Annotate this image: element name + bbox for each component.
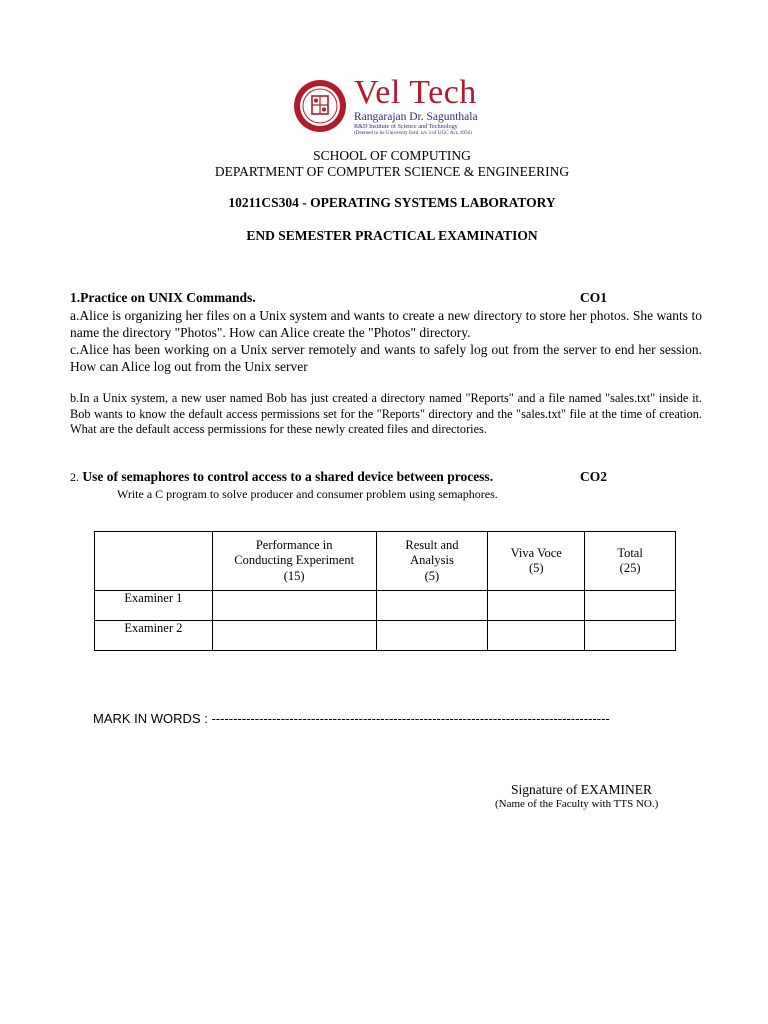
seal-emblem: [292, 78, 348, 134]
header-text: Result and: [405, 537, 459, 552]
header-text: (15): [283, 568, 305, 583]
header-result: [376, 532, 488, 591]
header-text: (5): [528, 561, 544, 575]
course-title: 10211CS304 - OPERATING SYSTEMS LABORATORY: [228, 195, 556, 210]
table-row: [95, 591, 676, 621]
marks-cell: [585, 621, 676, 651]
header-text: Performance in: [255, 537, 333, 552]
header-text: (25): [619, 561, 641, 575]
q2-heading: [70, 469, 493, 485]
institution-logo: [292, 76, 496, 136]
exam-title: END SEMESTER PRACTICAL EXAMINATION: [246, 228, 538, 243]
q1-part-a: a.Alice is organizing her files on a Unix system and wants to create a new directory to store her photos. She wants to name the directory "Photos". How can Alice create the "Photos" directory.: [70, 308, 702, 340]
q1-co: CO1: [580, 290, 607, 305]
marks-cell: [488, 591, 585, 621]
logo-name: Vel Tech: [354, 74, 477, 111]
mark-in-words: MARK IN WORDS : --------------------------------------------------------------------------------------------: [93, 711, 610, 726]
q1-title: 1.Practice on UNIX Commands.: [70, 290, 256, 305]
marks-cell: [585, 591, 676, 621]
header-text: Viva Voce: [510, 545, 562, 560]
q2-title: Use of semaphores to control access to a shared device between process.: [82, 469, 494, 484]
marks-cell: [488, 621, 585, 651]
table-header-row: [95, 532, 676, 591]
header-blank-cell: [95, 532, 213, 591]
logo-line2: R&D Institute of Science and Technology: [354, 123, 458, 130]
header-text: Analysis: [410, 553, 454, 568]
header-total: [585, 532, 676, 591]
header-performance: [212, 532, 376, 591]
marks-cell: [212, 591, 376, 621]
q2-number: 2.: [70, 470, 79, 484]
examiner-label: Examiner 2: [95, 621, 213, 651]
header-text: (5): [424, 568, 440, 583]
school-name: SCHOOL OF COMPUTING: [313, 148, 471, 163]
header-viva: [488, 532, 585, 591]
q1-part-c: c.Alice has been working on a Unix server remotely and wants to safely log out from the server to end her session. How can Alice log out from the Unix server: [70, 342, 702, 374]
marks-cell: [212, 621, 376, 651]
department-name: DEPARTMENT OF COMPUTER SCIENCE & ENGINEERING: [214, 164, 570, 179]
q1-part-b: b.In a Unix system, a new user named Bob has just created a directory named "Reports" and a file named "sales.txt" inside it. Bob wants to know the default access permissions set for the "Reports" directory and the "sales.txt" file at the time of creation. What are the default access permissions for these newly created files and directories.: [70, 391, 702, 436]
logo-line1: Rangarajan Dr. Sagunthala: [354, 111, 478, 123]
header-text: Conducting Experiment: [234, 553, 355, 568]
logo-line3: (Deemed to be University Estd. u/s 3 of UGC Act, 1956): [354, 130, 472, 136]
marks-cell: [376, 591, 488, 621]
marks-cell: [376, 621, 488, 651]
header-text: Total: [617, 545, 643, 560]
examiner-label: Examiner 1: [95, 591, 213, 621]
q2-task: Write a C program to solve producer and consumer problem using semaphores.: [117, 487, 498, 501]
faculty-note: (Name of the Faculty with TTS NO.): [495, 798, 659, 810]
table-row: [95, 621, 676, 651]
marks-table: [94, 531, 676, 651]
q2-co: CO2: [580, 469, 607, 484]
signature-label: Signature of EXAMINER: [511, 782, 652, 797]
